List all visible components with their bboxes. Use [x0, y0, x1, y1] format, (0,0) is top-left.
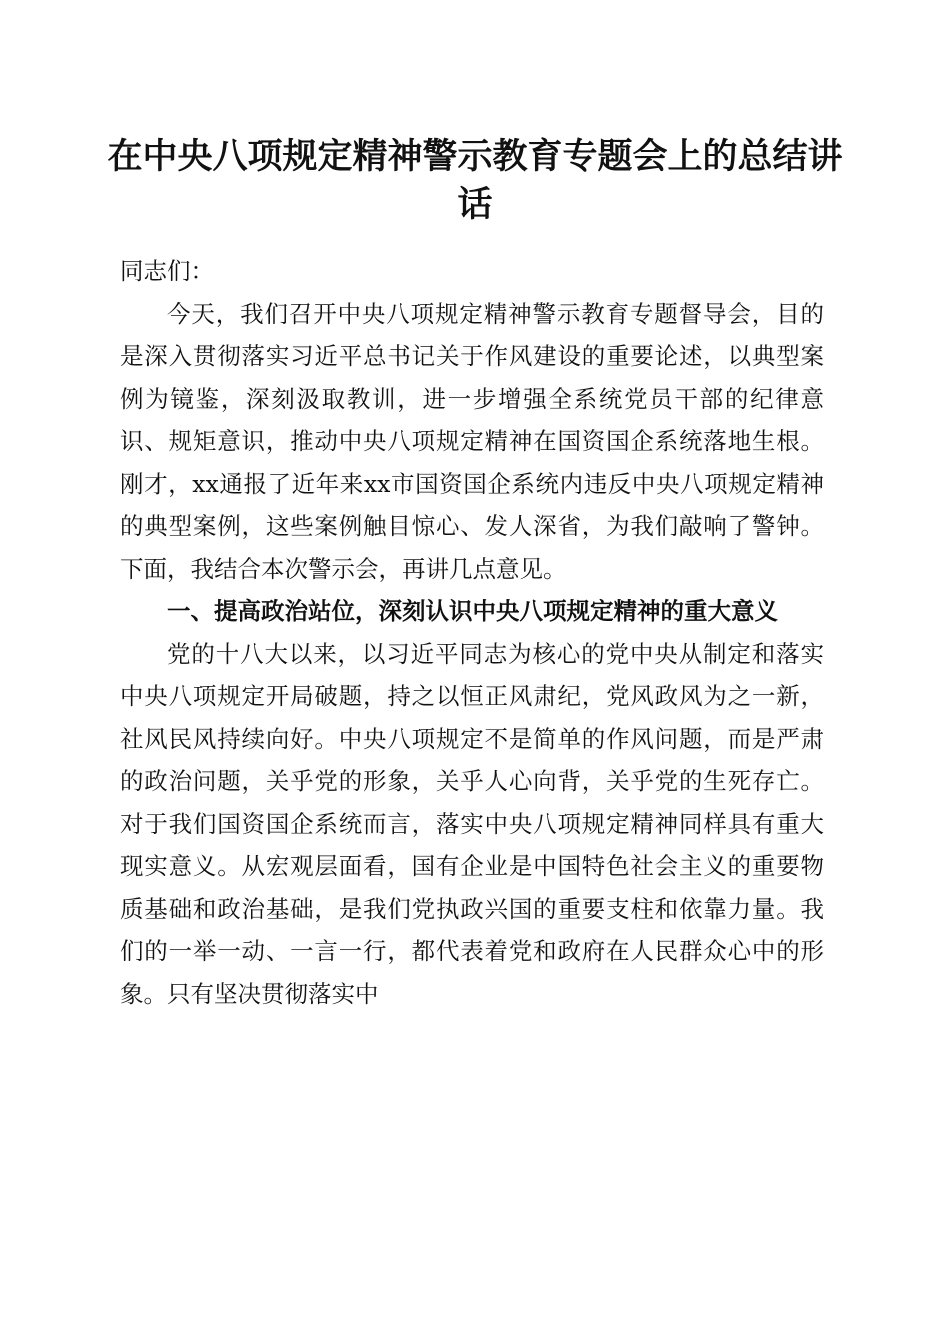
- document-body: [120, 250, 824, 1015]
- section-paragraph: 党的十八大以来，以习近平同志为核心的党中央从制定和落实中央八项规定开局破题，持之以恒正风肃纪，党风政风为之一新，社风民风持续向好。中央八项规定不是简单的作风问题，而是严肃的政治问题，关乎党的形象，关乎人心向背，关乎党的生死存亡。对于我们国资国企系统而言，落实中央八项规定精神同样具有重大现实意义。从宏观层面看，国有企业是中国特色社会主义的重要物质基础和政治基础，是我们党执政兴国的重要支柱和依靠力量。我们的一举一动、一言一行，都代表着党和政府在人民群众心中的形象。只有坚决贯彻落实中: [120, 639, 824, 1008]
- document-title: 在中央八项规定精神警示教育专题会上的总结讲话: [107, 136, 843, 225]
- section-heading: 一、提高政治站位，深刻认识中央八项规定精神的重大意义: [167, 597, 778, 625]
- intro-paragraph: 今天，我们召开中央八项规定精神警示教育专题督导会，目的是深入贯彻落实习近平总书记关于作风建设的重要论述，以典型案例为镜鉴，深刻汲取教训，进一步增强全系统党员干部的纪律意识、规矩意识，推动中央八项规定精神在国资国企系统落地生根。刚才，xx通报了近年来xx市国资国企系统内违反中央八项规定精神的典型案例，这些案例触目惊心、发人深省，为我们敲响了警钟。下面，我结合本次警示会，再讲几点意见。: [120, 299, 824, 583]
- salutation: 同志们：: [120, 257, 214, 285]
